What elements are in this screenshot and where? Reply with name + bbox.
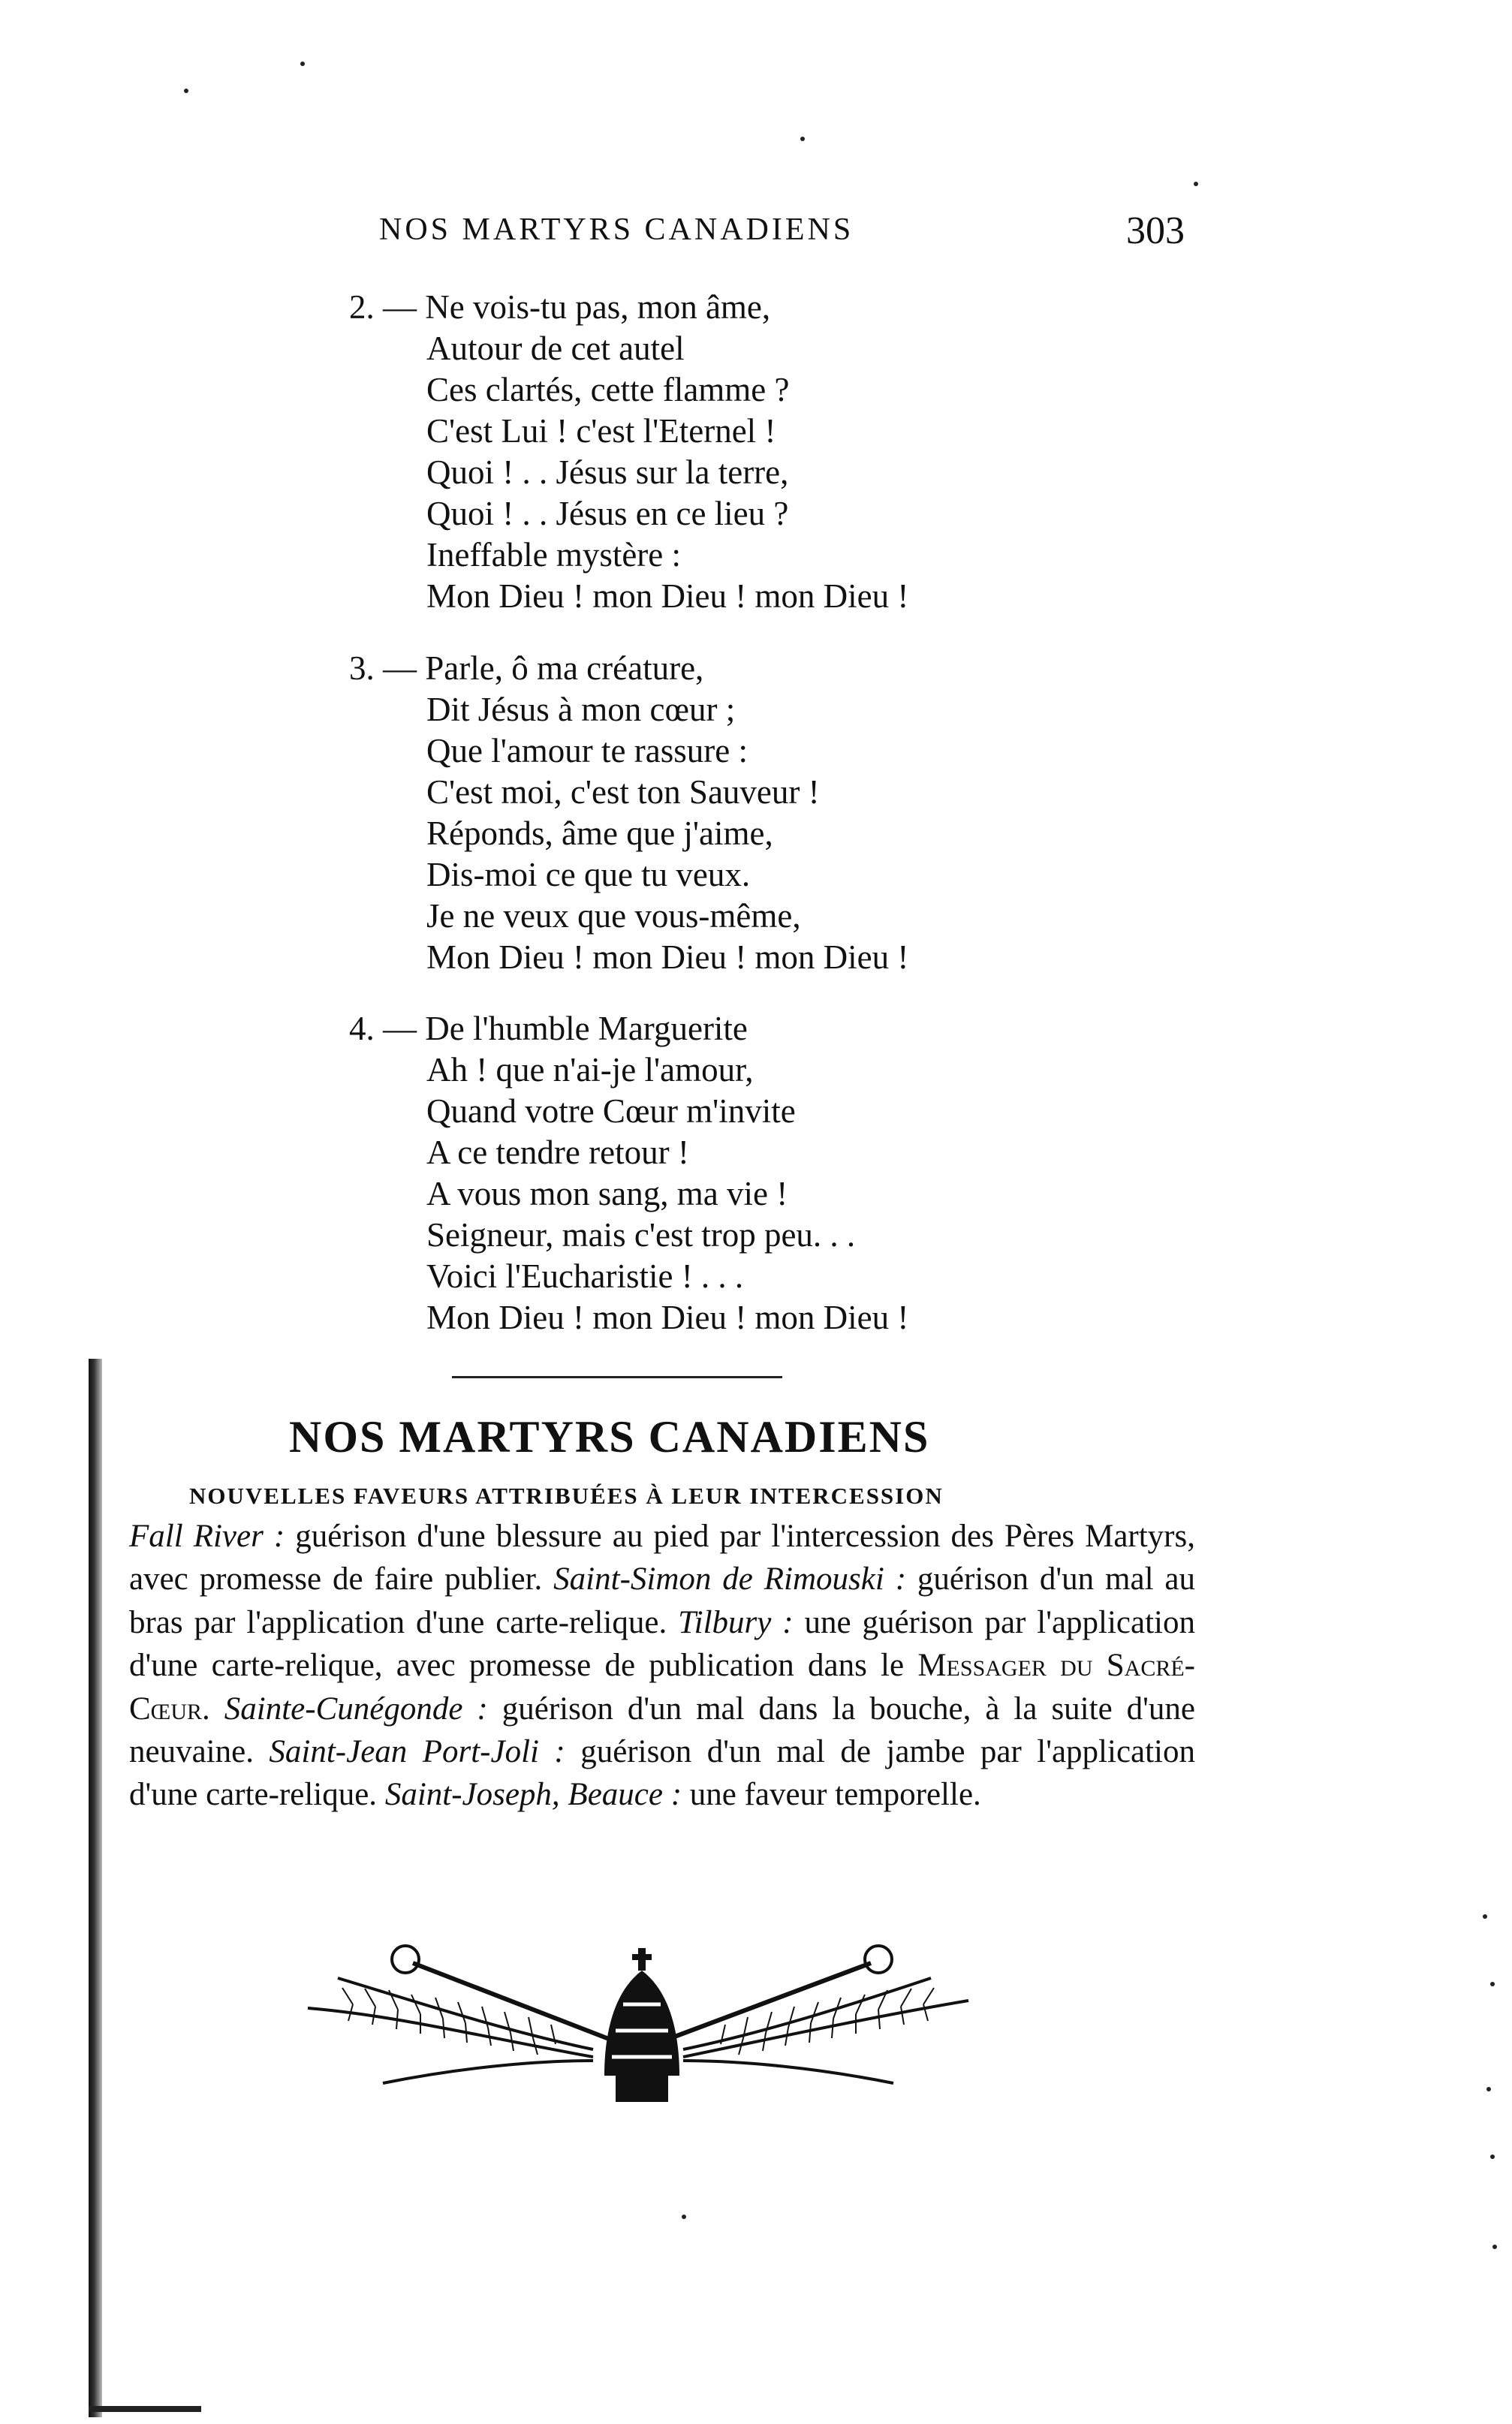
stanza-line: C'est moi, c'est ton Sauveur ! [426,773,820,811]
stanza-line: Quoi ! . . Jésus en ce lieu ? [426,495,789,532]
stanza-line: A vous mon sang, ma vie ! [426,1175,788,1212]
book-binding-edge [89,1359,102,2417]
stanza-line: Autour de cet autel [426,330,685,367]
place-name: Tilbury : [678,1604,794,1640]
book-binding-foot [89,2406,201,2412]
stanza-line: Mon Dieu ! mon Dieu ! mon Dieu ! [426,577,909,615]
scan-speck [682,2215,686,2219]
stanza-line: 3. — Parle, ô ma créature, [349,649,704,687]
stanza-line: Ces clartés, cette flamme ? [426,371,790,408]
stanza-line: Mon Dieu ! mon Dieu ! mon Dieu ! [426,938,909,976]
stanza-line: Voici l'Eucharistie ! . . . [426,1257,744,1295]
stanza-line: Seigneur, mais c'est trop peu. . . [426,1216,856,1254]
favour-text: guérison d'un mal de jambe par l'application d'une carte-relique. [129,1734,1196,1813]
stanza-line: Je ne veux que vous-même, [426,897,801,935]
place-name: Saint-Jean Port-Joli : [269,1734,565,1770]
favour-text: guérison d'une blessure au pied par l'intercession des Pères Martyrs, avec promesse de faire publier. [129,1519,1195,1597]
page-number: 303 [1126,209,1185,252]
papal-tiara-keys-vignette-icon [293,1926,983,2124]
scan-speck [300,62,305,66]
running-header-title: NOS MARTYRS CANADIENS [379,212,854,247]
scan-speck [1492,2245,1497,2249]
stanza-line: Dit Jésus à mon cœur ; [426,691,736,728]
scan-speck [1486,2087,1491,2091]
favour-text: . [202,1691,224,1727]
favour-text: une guérison par l'application d'une carte-relique, avec promesse de publication dans le [129,1604,1195,1684]
scan-speck [1490,1982,1495,1986]
place-name: Fall River : [129,1519,285,1554]
section-subtitle: NOUVELLES FAVEURS ATTRIBUÉES À LEUR INTERCESSION [189,1483,944,1509]
scan-speck [800,137,805,141]
stanza-line: Que l'amour te rassure : [426,732,748,769]
favours-paragraph [129,1515,1195,1817]
favour-text: une faveur temporelle. [682,1777,981,1813]
place-name: Saint-Joseph, Beauce : [384,1777,682,1813]
stanza-line: Quand votre Cœur m'invite [426,1092,796,1130]
section-divider-rule [452,1376,782,1378]
scan-speck [1490,2154,1495,2159]
favour-text: guérison d'un mal au bras par l'application d'une carte-relique. [129,1561,1195,1640]
stanza-line: Dis-moi ce que tu veux. [426,856,751,893]
journal-name: Messager du Sacré-Cœur [129,1648,1195,1727]
stanza-line: 2. — Ne vois-tu pas, mon âme, [349,288,771,326]
stanza-line: A ce tendre retour ! [426,1134,689,1171]
scan-speck [184,89,188,93]
stanza-line: C'est Lui ! c'est l'Eternel ! [426,412,776,450]
stanza-line: Mon Dieu ! mon Dieu ! mon Dieu ! [426,1299,909,1336]
place-name: Saint-Simon de Rimouski : [553,1561,907,1597]
scan-speck [1483,1914,1487,1919]
stanza-line: Quoi ! . . Jésus sur la terre, [426,453,789,491]
scan-speck [1194,182,1198,186]
stanza-line: Ah ! que n'ai-je l'amour, [426,1051,754,1089]
stanza-line: 4. — De l'humble Marguerite [349,1010,748,1047]
section-title: NOS MARTYRS CANADIENS [289,1412,930,1462]
favour-text: guérison d'un mal dans la bouche, à la suite d'une neuvaine. [129,1691,1195,1770]
place-name: Sainte-Cunégonde : [224,1691,488,1727]
stanza-line: Ineffable mystère : [426,536,682,574]
stanza-line: Réponds, âme que j'aime, [426,815,773,852]
